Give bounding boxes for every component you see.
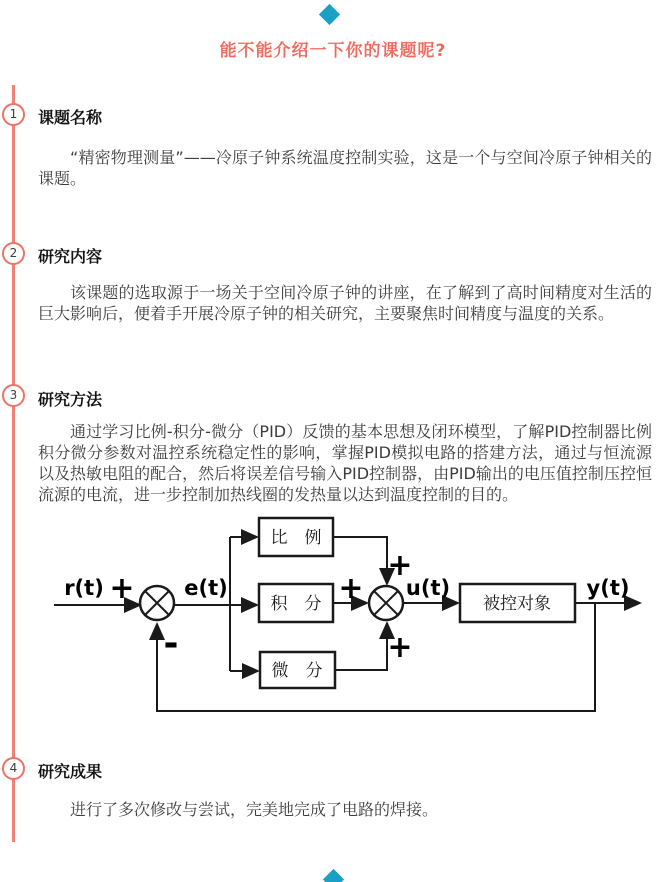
minus-sign-feedback: -	[163, 623, 179, 664]
signal-y-label: y(t)	[586, 576, 630, 600]
pid-block-diagram	[40, 515, 650, 720]
block-proportional-label: 比 例	[270, 528, 322, 548]
plus-sign-input: +	[109, 571, 135, 606]
block-derivative-label: 微 分	[271, 661, 323, 681]
signal-e-label: e(t)	[184, 576, 228, 600]
timeline-step-2: 2	[2, 242, 25, 265]
block-plant-label: 被控对象	[483, 594, 551, 614]
page-title: 能不能介绍一下你的课题呢?	[219, 41, 447, 61]
plus-sign-derivative: +	[387, 630, 413, 665]
section-body-research-method: 通过学习比例-积分-微分（PID）反馈的基本思想及闭环模型，了解PID控制器比例积分微分参数对温控系统稳定性的影响，掌握PID模拟电路的搭建方法，通过与恒流源以及热敏电阻的配合，然后将误差信号输入PID控制器，由PID输出的电压值控制压控恒流源的电流，进一步控制加热线圈的发热量以达到温度控制的目的。	[38, 422, 652, 504]
section-body-topic-name: “精密物理测量”——冷原子钟系统温度控制实验，这是一个与空间冷原子钟相关的课题。	[38, 148, 652, 188]
section-heading-research-method: 研究方法	[38, 390, 103, 409]
section-body-research-result: 进行了多次修改与尝试，完美地完成了电路的焊接。	[70, 800, 439, 819]
timeline-step-3: 3	[2, 384, 25, 407]
signal-r-label: r(t)	[64, 576, 104, 600]
signal-u-label: u(t)	[405, 576, 451, 600]
section-heading-research-content: 研究内容	[38, 247, 103, 266]
summing-junction-control	[369, 586, 403, 620]
section-heading-topic-name: 课题名称	[38, 108, 103, 127]
timeline-line	[12, 85, 15, 842]
summing-junction-error	[140, 586, 174, 620]
wire-derivative-to-sum	[335, 625, 387, 670]
section-heading-research-result: 研究成果	[38, 762, 103, 781]
timeline-step-4: 4	[2, 757, 25, 780]
block-integral-label: 积 分	[270, 594, 322, 614]
timeline-step-1: 1	[2, 103, 25, 126]
section-body-research-content: 该课题的选取源于一场关于空间冷原子钟的讲座，在了解到了高时间精度对生活的巨大影响后，便着手开展冷原子钟的相关研究，主要聚焦时间精度与温度的关系。	[38, 283, 652, 323]
plus-sign-proportional: +	[387, 548, 413, 583]
diamond-icon	[319, 4, 340, 25]
diamond-icon	[323, 869, 344, 882]
plus-sign-integral: +	[338, 571, 364, 606]
